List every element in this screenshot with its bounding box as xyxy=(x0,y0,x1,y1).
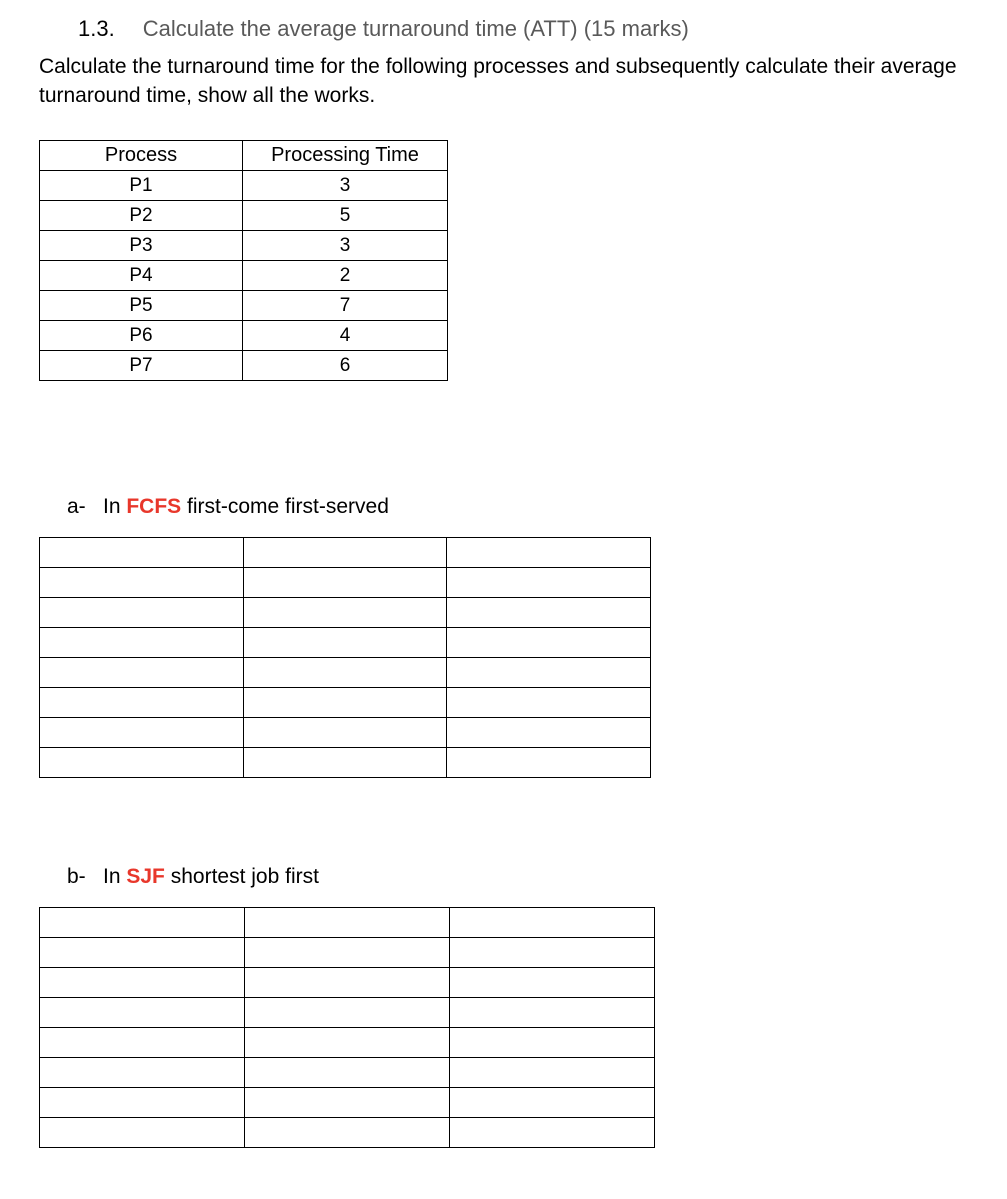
answer-cell[interactable] xyxy=(447,538,651,568)
answer-cell[interactable] xyxy=(243,748,447,778)
answer-cell[interactable] xyxy=(40,688,244,718)
answer-cell[interactable] xyxy=(40,938,245,968)
process-name: P6 xyxy=(40,321,243,351)
answer-row xyxy=(40,658,651,688)
answer-row xyxy=(40,1028,655,1058)
processing-time: 4 xyxy=(243,321,448,351)
fcfs-section-label xyxy=(67,493,389,521)
processing-time: 2 xyxy=(243,261,448,291)
answer-row xyxy=(40,938,655,968)
answer-cell[interactable] xyxy=(447,628,651,658)
answer-cell[interactable] xyxy=(245,998,450,1028)
sjf-description: shortest job first xyxy=(170,865,319,888)
table-row xyxy=(40,321,448,351)
answer-cell[interactable] xyxy=(245,1058,450,1088)
answer-cell[interactable] xyxy=(40,1058,245,1088)
answer-cell[interactable] xyxy=(40,1088,245,1118)
answer-row xyxy=(40,688,651,718)
answer-row xyxy=(40,1088,655,1118)
answer-cell[interactable] xyxy=(447,658,651,688)
answer-cell[interactable] xyxy=(450,938,655,968)
answer-row xyxy=(40,628,651,658)
sjf-answer-table[interactable] xyxy=(39,907,655,1148)
answer-cell[interactable] xyxy=(450,1028,655,1058)
table-row xyxy=(40,201,448,231)
answer-cell[interactable] xyxy=(40,908,245,938)
fcfs-description: first-come first-served xyxy=(187,495,389,518)
answer-cell[interactable] xyxy=(447,718,651,748)
processing-time: 7 xyxy=(243,291,448,321)
fcfs-answer-table[interactable] xyxy=(39,537,651,778)
answer-cell[interactable] xyxy=(243,688,447,718)
process-name: P3 xyxy=(40,231,243,261)
processing-time: 6 xyxy=(243,351,448,381)
answer-cell[interactable] xyxy=(245,908,450,938)
processing-time: 3 xyxy=(243,171,448,201)
answer-cell[interactable] xyxy=(447,688,651,718)
answer-cell[interactable] xyxy=(40,598,244,628)
answer-cell[interactable] xyxy=(450,1088,655,1118)
answer-row xyxy=(40,968,655,998)
answer-cell[interactable] xyxy=(245,1118,450,1148)
process-name: P7 xyxy=(40,351,243,381)
answer-cell[interactable] xyxy=(447,568,651,598)
answer-row xyxy=(40,908,655,938)
table-row xyxy=(40,171,448,201)
answer-cell[interactable] xyxy=(40,748,244,778)
answer-cell[interactable] xyxy=(40,658,244,688)
answer-cell[interactable] xyxy=(450,1058,655,1088)
sjf-acronym: SJF xyxy=(126,865,165,888)
answer-cell[interactable] xyxy=(450,998,655,1028)
answer-cell[interactable] xyxy=(40,538,244,568)
answer-cell[interactable] xyxy=(243,718,447,748)
answer-cell[interactable] xyxy=(450,968,655,998)
question-title: Calculate the average turnaround time (ATT) (15 marks) xyxy=(142,16,689,41)
fcfs-acronym: FCFS xyxy=(126,495,182,518)
answer-row xyxy=(40,1118,655,1148)
answer-cell[interactable] xyxy=(447,748,651,778)
answer-row xyxy=(40,998,655,1028)
answer-cell[interactable] xyxy=(243,568,447,598)
process-name: P4 xyxy=(40,261,243,291)
answer-cell[interactable] xyxy=(40,1028,245,1058)
answer-cell[interactable] xyxy=(450,908,655,938)
answer-cell[interactable] xyxy=(447,598,651,628)
answer-cell[interactable] xyxy=(40,718,244,748)
answer-cell[interactable] xyxy=(243,598,447,628)
section-prefix: a- xyxy=(67,495,86,518)
header-processing-time: Processing Time xyxy=(243,141,448,171)
answer-cell[interactable] xyxy=(245,1088,450,1118)
answer-row xyxy=(40,598,651,628)
answer-cell[interactable] xyxy=(245,1028,450,1058)
question-instructions: Calculate the turnaround time for the following processes and subsequently calculate their average turnaround time, show all the works. xyxy=(39,55,957,107)
table-row xyxy=(40,261,448,291)
processing-time: 3 xyxy=(243,231,448,261)
table-row xyxy=(40,351,448,381)
answer-cell[interactable] xyxy=(40,968,245,998)
process-name: P5 xyxy=(40,291,243,321)
answer-cell[interactable] xyxy=(40,628,244,658)
sjf-section-label xyxy=(67,863,319,891)
answer-cell[interactable] xyxy=(40,998,245,1028)
answer-cell[interactable] xyxy=(243,628,447,658)
answer-cell[interactable] xyxy=(40,1118,245,1148)
section-lead: In xyxy=(103,865,121,888)
answer-row xyxy=(40,748,651,778)
process-table xyxy=(39,140,448,381)
answer-cell[interactable] xyxy=(243,538,447,568)
answer-row xyxy=(40,718,651,748)
question-number: 1.3. xyxy=(78,16,115,41)
process-name: P2 xyxy=(40,201,243,231)
table-row xyxy=(40,291,448,321)
section-lead: In xyxy=(103,495,121,518)
section-prefix: b- xyxy=(67,865,86,888)
answer-cell[interactable] xyxy=(450,1118,655,1148)
processing-time: 5 xyxy=(243,201,448,231)
process-table-header-row xyxy=(40,141,448,171)
answer-cell[interactable] xyxy=(243,658,447,688)
answer-cell[interactable] xyxy=(245,968,450,998)
answer-row xyxy=(40,568,651,598)
answer-cell[interactable] xyxy=(245,938,450,968)
table-row xyxy=(40,231,448,261)
process-name: P1 xyxy=(40,171,243,201)
answer-cell[interactable] xyxy=(40,568,244,598)
answer-row xyxy=(40,1058,655,1088)
header-process: Process xyxy=(40,141,243,171)
answer-row xyxy=(40,538,651,568)
question-heading xyxy=(78,14,689,44)
